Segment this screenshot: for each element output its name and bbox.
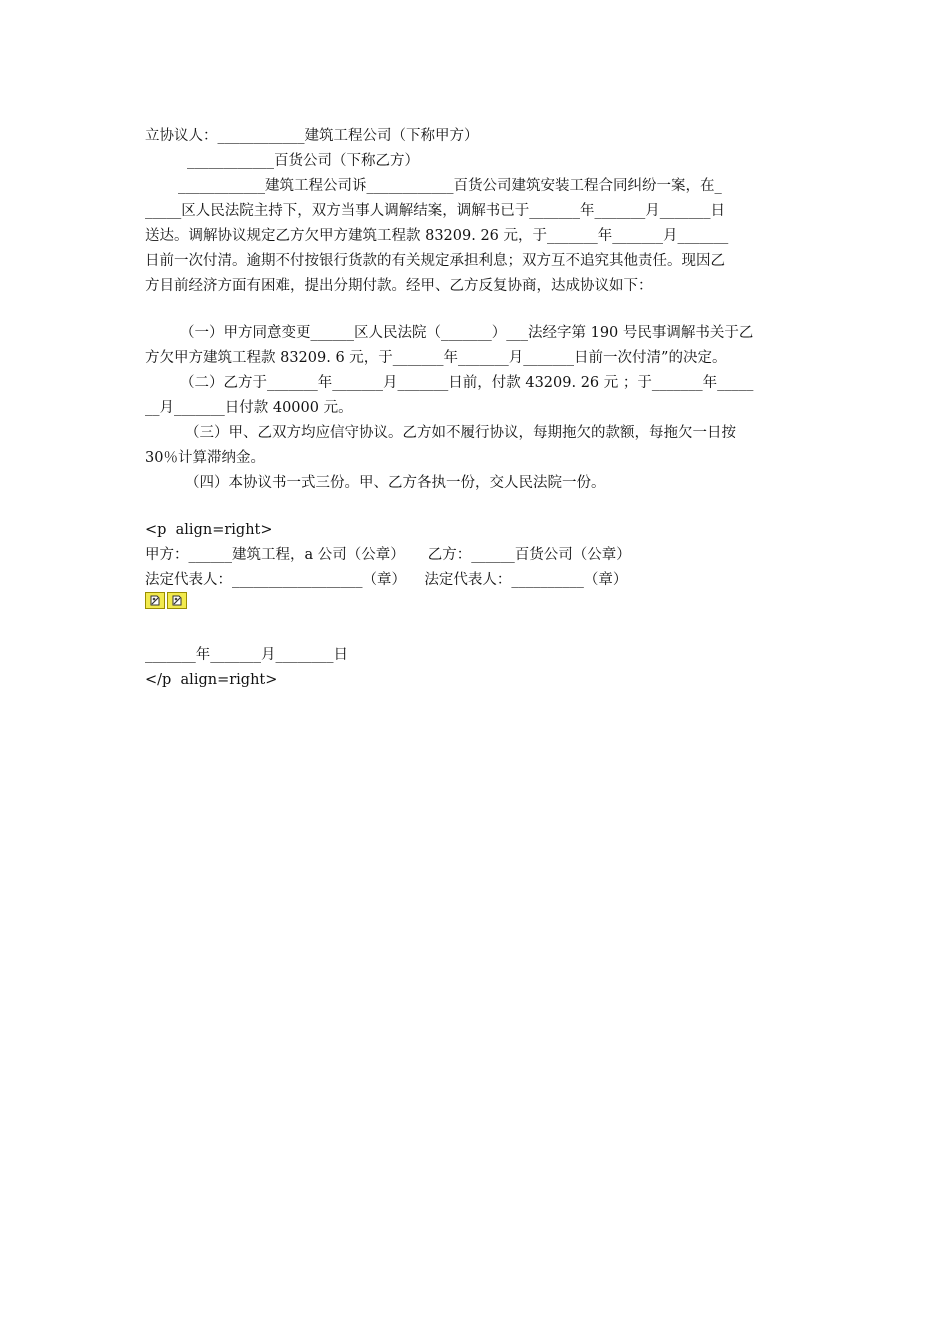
- body-paragraph-line-5: 方目前经济方面有困难，提出分期付款。经甲、乙方反复协商，达成协议如下：: [145, 278, 653, 294]
- raw-html-close-tag: </p align=right>: [145, 672, 278, 688]
- party-b-clause: ____________百货公司（下称乙方）: [187, 153, 419, 169]
- raw-html-open-tag: <p align=right>: [145, 522, 273, 538]
- body-paragraph-line-1: ____________建筑工程公司诉____________百货公司建筑安装工程合同纠纷一案，在_: [178, 178, 722, 194]
- broken-image-icon: [145, 592, 165, 609]
- clause-2-line-1: （二）乙方于_______年_______月_______日前，付款 43209. 26 元 ；于_______年_____: [180, 375, 754, 391]
- legal-representatives-line: 法定代表人：__________________（章） 法定代表人：__________（章）: [145, 572, 628, 588]
- broken-image-icon: [167, 592, 187, 609]
- date-line: _______年_______月________日: [145, 647, 348, 663]
- broken-image-icons: [145, 592, 187, 609]
- clause-2-line-2: __月_______日付款 40000 元。: [145, 400, 353, 416]
- body-paragraph-line-4: 日前一次付清。逾期不付按银行货款的有关规定承担利息；双方互不追究其他责任。现因乙: [145, 253, 725, 269]
- clause-3-line-2: 30％计算滞纳金。: [145, 450, 265, 466]
- body-paragraph-line-3: 送达。调解协议规定乙方欠甲方建筑工程款 83209. 26 元，于_______年_______月_______: [145, 228, 729, 244]
- clause-1-line-1: （一）甲方同意变更______区人民法院（_______）___法经字第 190 号民事调解书关于乙: [180, 325, 754, 341]
- signature-parties-line: 甲方：______建筑工程，a 公司（公章） 乙方：______百货公司（公章）: [145, 547, 631, 563]
- clause-3-line-1: （三）甲、乙双方均应信守协议。乙方如不履行协议，每期拖欠的款额，每拖欠一日按: [185, 425, 736, 441]
- clause-1-line-2: 方欠甲方建筑工程款 83209. 6 元，于_______年_______月_______日前一次付清”的决定。: [145, 350, 727, 366]
- body-paragraph-line-2: _____区人民法院主持下，双方当事人调解结案，调解书已于_______年_______月_______日: [145, 203, 725, 219]
- party-clause: 立协议人：____________建筑工程公司（下称甲方）: [145, 128, 479, 144]
- clause-4: （四）本协议书一式三份。甲、乙方各执一份，交人民法院一份。: [185, 475, 606, 491]
